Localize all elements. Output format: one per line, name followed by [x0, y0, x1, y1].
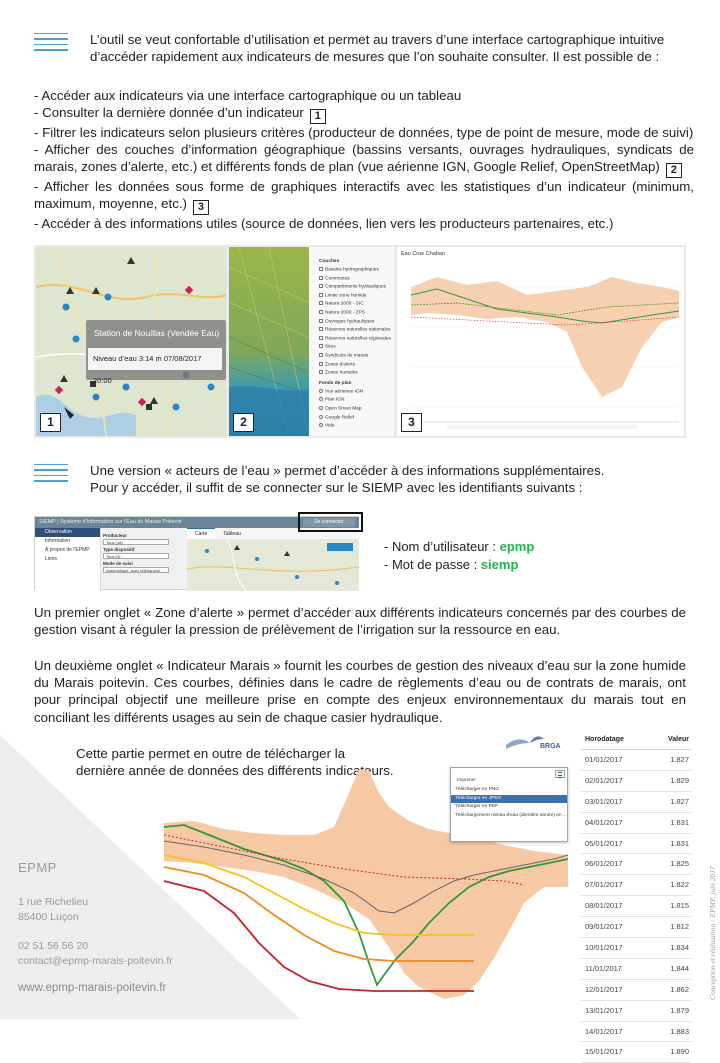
cell-valeur: 1.890: [670, 1047, 689, 1057]
menu-item-csv[interactable]: Téléchargement niveau d'eau (dernière année) en ...: [455, 812, 567, 818]
cell-valeur: 1.862: [670, 984, 689, 994]
table-row: [581, 938, 691, 959]
layer-checkbox[interactable]: Ouvrages hydrauliques: [319, 319, 390, 328]
intro-text: [90, 31, 690, 65]
nav-information[interactable]: Information: [45, 538, 71, 544]
mini-chart: [397, 247, 684, 436]
cell-horodatage: 01/01/2017: [585, 755, 623, 764]
menu-item-jpeg[interactable]: Télécharger en JPEG: [451, 795, 567, 804]
legend-title: Couches: [319, 259, 340, 264]
decorative-lines: [34, 464, 68, 486]
cell-valeur: 1.844: [670, 963, 689, 973]
screenshot-badge-1: 1: [40, 413, 61, 432]
basemap-radio[interactable]: Google Relief: [319, 415, 390, 424]
cell-valeur: 1.827: [670, 796, 689, 806]
feature-list: [34, 87, 694, 232]
table-row: [581, 875, 691, 896]
access-line-2: Pour y accéder, il suffit de se connecter sur le SIEMP avec les identifiants suivants :: [90, 480, 583, 495]
mode-select[interactable]: Automatique, avec télétransmi: [103, 567, 169, 573]
tab-tableau[interactable]: Tableau: [223, 531, 241, 537]
tooltip-title: Station de Nouillas (Vendée Eau): [94, 328, 220, 338]
feature-text: - Afficher des couches d’information géographique (bassins versants, ouvrages hydrauliques, syndicats de marais, zones d’alerte, etc.) et différents fonds de plan (vue aérienne IGN, Google Relief, OpenStreetMap): [34, 142, 694, 174]
username-line: [384, 538, 534, 556]
layer-checkbox[interactable]: Natura 2000 - ZPS: [319, 310, 390, 319]
feature-item: [34, 178, 694, 215]
table-row: [581, 750, 691, 771]
cell-valeur: 1.822: [670, 880, 689, 890]
table-row: [581, 1022, 691, 1043]
feature-text: - Accéder à des informations utiles (source de données, lien vers les producteurs partenaires, etc.): [34, 216, 614, 231]
decorative-lines: [34, 33, 68, 55]
feature-text: - Afficher les données sous forme de graphiques interactifs avec les statistiques d’un indicateur (minimum, maximum, moyenne, etc.): [34, 179, 694, 211]
siemp-sidebar: [35, 528, 101, 591]
cell-valeur: 1.879: [670, 1005, 689, 1015]
cell-horodatage: 15/01/2017: [585, 1047, 623, 1057]
siemp-title-bar: SIEMP | Système d'Information sur l'Eau du Marais Poitevin: [35, 517, 359, 528]
table-row: [581, 771, 691, 792]
basemap-radio[interactable]: Vue aérienne IGN: [319, 389, 390, 398]
cell-valeur: 1.831: [670, 817, 689, 827]
layer-checkbox[interactable]: Réserves naturelles régionales: [319, 336, 390, 345]
credit-line: Conception et réalisation : EPMP, juin 2017: [708, 866, 717, 1000]
cell-valeur: 1.831: [670, 838, 689, 848]
table-row: [581, 980, 691, 1001]
cell-horodatage: 03/01/2017: [585, 796, 623, 806]
password-label: - Mot de passe :: [384, 557, 481, 572]
col-horodatage[interactable]: Horodatage: [585, 736, 624, 743]
table-row: [581, 1001, 691, 1022]
badge-1: 1: [310, 109, 326, 124]
screenshot-badge-3: 3: [401, 413, 422, 432]
paragraph-indicateur-marais: Un deuxième onglet « Indicateur Marais » fournit les courbes de gestion des niveaux d’eau sur la zone humide du Marais poitevin. Ces courbes, définies dans le cadre de règlements d’eau ou de contrats de marais, ont pour principal objectif une meilleure prise en compte des enjeux environnementaux du marais tout en conciliant les différents usages au sein de chaque casier hydraulique.: [34, 658, 686, 725]
feature-text: - Accéder aux indicateurs via une interface cartographique ou un tableau: [34, 88, 462, 103]
brga-logo: [504, 733, 566, 755]
basemap-radio[interactable]: Plan IGN: [319, 397, 390, 406]
cell-horodatage: 04/01/2017: [585, 817, 623, 827]
cell-valeur: 1.829: [670, 775, 689, 785]
username-label: - Nom d’utilisateur :: [384, 539, 500, 554]
nav-links[interactable]: Liens: [45, 556, 57, 562]
cell-valeur: 1.883: [670, 1026, 689, 1036]
cell-valeur: 1.815: [670, 901, 689, 911]
screenshot-badge-2: 2: [233, 413, 254, 432]
feature-item: [34, 124, 694, 141]
data-table: [581, 730, 691, 1063]
password-line: [384, 556, 534, 574]
tooltip-value: Niveau d’eau 3.14 m 07/08/2017 20:00: [88, 348, 222, 370]
badge-2: 2: [666, 163, 682, 178]
table-row: [581, 813, 691, 834]
cell-horodatage: 14/01/2017: [585, 1026, 623, 1036]
siemp-filter-form: [103, 531, 187, 575]
menu-hamburger-icon[interactable]: [555, 770, 565, 778]
layer-checkbox[interactable]: Natura 2000 - SIC: [319, 301, 390, 310]
layer-checkbox[interactable]: Zones humides: [319, 370, 390, 379]
access-line-1: Une version « acteurs de l’eau » permet d’accéder à des informations supplémentaires.: [90, 463, 605, 478]
basemap-radio[interactable]: Vide: [319, 423, 390, 432]
table-row: [581, 959, 691, 980]
cell-horodatage: 08/01/2017: [585, 901, 623, 911]
menu-item-pdf[interactable]: Télécharger en PDF: [455, 804, 499, 809]
siemp-mini-map: [187, 539, 359, 591]
cell-horodatage: 13/01/2017: [585, 1005, 623, 1015]
download-line-2: dernière année de données des différents indicateurs.: [76, 763, 394, 778]
layer-checkbox[interactable]: Communes: [319, 276, 390, 285]
layers-legend: [309, 247, 394, 436]
menu-print[interactable]: Imprimer: [457, 778, 476, 783]
password-value: siemp: [480, 557, 519, 572]
screenshot-map: [36, 247, 226, 436]
footer-address: [18, 895, 88, 925]
col-valeur[interactable]: Valeur: [667, 736, 689, 743]
table-body: [581, 750, 691, 1063]
cell-horodatage: 11/01/2017: [585, 963, 622, 973]
login-button[interactable]: Se connecter: [303, 518, 355, 527]
table-row: [581, 792, 691, 813]
layer-checkbox[interactable]: Bassins hydrographiques: [319, 267, 390, 276]
screenshot-chart: [397, 247, 684, 436]
layer-checkbox[interactable]: Réserves naturelles nationales: [319, 327, 390, 336]
layer-checkbox[interactable]: Syndicats de marais: [319, 353, 390, 362]
download-line-1: Cette partie permet en outre de télécharger la: [76, 746, 346, 761]
feature-item: [34, 104, 694, 124]
login-highlight-box: [298, 512, 363, 532]
cell-horodatage: 02/01/2017: [585, 775, 623, 785]
feature-text: - Consulter la dernière donnée d’un indicateur: [34, 105, 304, 120]
type-select[interactable]: Tous (4): [103, 553, 169, 559]
table-row: [581, 917, 691, 938]
table-row: [581, 854, 691, 875]
credentials: [384, 538, 534, 574]
cell-horodatage: 12/01/2017: [585, 984, 623, 994]
cell-horodatage: 05/01/2017: [585, 838, 623, 848]
tab-carte[interactable]: Carte: [187, 528, 215, 539]
footer-contact: [18, 939, 173, 969]
chart-panel-header: Eau Crue Chaban: [401, 251, 446, 257]
footer-phone: 02 51 56 56 20: [18, 940, 89, 952]
layer-checkbox[interactable]: Limite zone humide: [319, 293, 390, 302]
table-row: [581, 1042, 691, 1063]
station-tooltip: [86, 320, 226, 385]
table-row: [581, 896, 691, 917]
nav-observation[interactable]: Observation: [35, 528, 100, 537]
export-menu: [450, 767, 568, 842]
cell-horodatage: 10/01/2017: [585, 943, 623, 953]
screenshots-strip: [34, 245, 686, 438]
menu-item-png[interactable]: Télécharger en PNG: [455, 787, 499, 792]
address-line-1: 1 rue Richelieu: [18, 896, 89, 908]
badge-3: 3: [193, 200, 209, 215]
paragraph-zone-alerte: Un premier onglet « Zone d’alerte » permet d’accéder aux différents indicateurs concernés par des courbes de gestion visant à réguler la pression de prélèvement de l’irrigation sur la ressource en eau.: [34, 605, 686, 638]
cell-valeur: 1.812: [670, 922, 689, 932]
type-label: Type dispositif: [103, 547, 135, 552]
username-value: epmp: [499, 539, 535, 554]
basemap-radio[interactable]: Open Street Map: [319, 406, 390, 415]
cell-horodatage: 07/01/2017: [585, 880, 623, 890]
layer-checkbox[interactable]: Zones d'alerte: [319, 362, 390, 371]
cell-horodatage: 06/01/2017: [585, 859, 623, 869]
brga-logo-text: BRGA: [540, 743, 561, 750]
table-header: [581, 730, 691, 750]
feature-text: - Filtrer les indicateurs selon plusieurs critères (producteur de données, type de point de mesure, mode de suivi): [34, 125, 694, 140]
address-line-2: 85400 Luçon: [18, 911, 79, 923]
mode-label: Mode de suivi: [103, 561, 133, 566]
cell-valeur: 1.827: [670, 755, 689, 764]
aerial-illustration: [229, 247, 319, 436]
feature-item: [34, 87, 694, 104]
nav-about[interactable]: À propos de l'EPMP: [45, 547, 90, 553]
feature-item: [34, 215, 694, 232]
footer-email[interactable]: contact@epmp-marais-poitevin.fr: [18, 955, 173, 967]
screenshot-layers: [229, 247, 394, 436]
layer-checkbox[interactable]: Sites: [319, 344, 390, 353]
footer-website[interactable]: www.epmp-marais-poitevin.fr: [18, 982, 167, 994]
cell-valeur: 1.825: [670, 859, 689, 869]
producteur-label: Producteur: [103, 533, 128, 538]
producteur-select[interactable]: Tous (18): [103, 539, 169, 545]
feature-item: [34, 141, 694, 178]
table-row: [581, 834, 691, 855]
footer-org-name: EPMP: [18, 860, 57, 875]
cell-horodatage: 09/01/2017: [585, 922, 623, 932]
intro-line-1: L’outil se veut confortable d’utilisation et permet au travers d’une interface cartographique intuitive: [90, 32, 665, 47]
layer-checkbox[interactable]: Compartiments hydrauliques: [319, 284, 390, 293]
access-text: [90, 462, 690, 496]
intro-line-2: d’accéder rapidement aux indicateurs de mesures que l’on souhaite consulter. Il est possible de :: [90, 49, 660, 64]
cell-valeur: 1.834: [670, 943, 689, 953]
basemap-title: Fonds de plan: [319, 380, 352, 386]
